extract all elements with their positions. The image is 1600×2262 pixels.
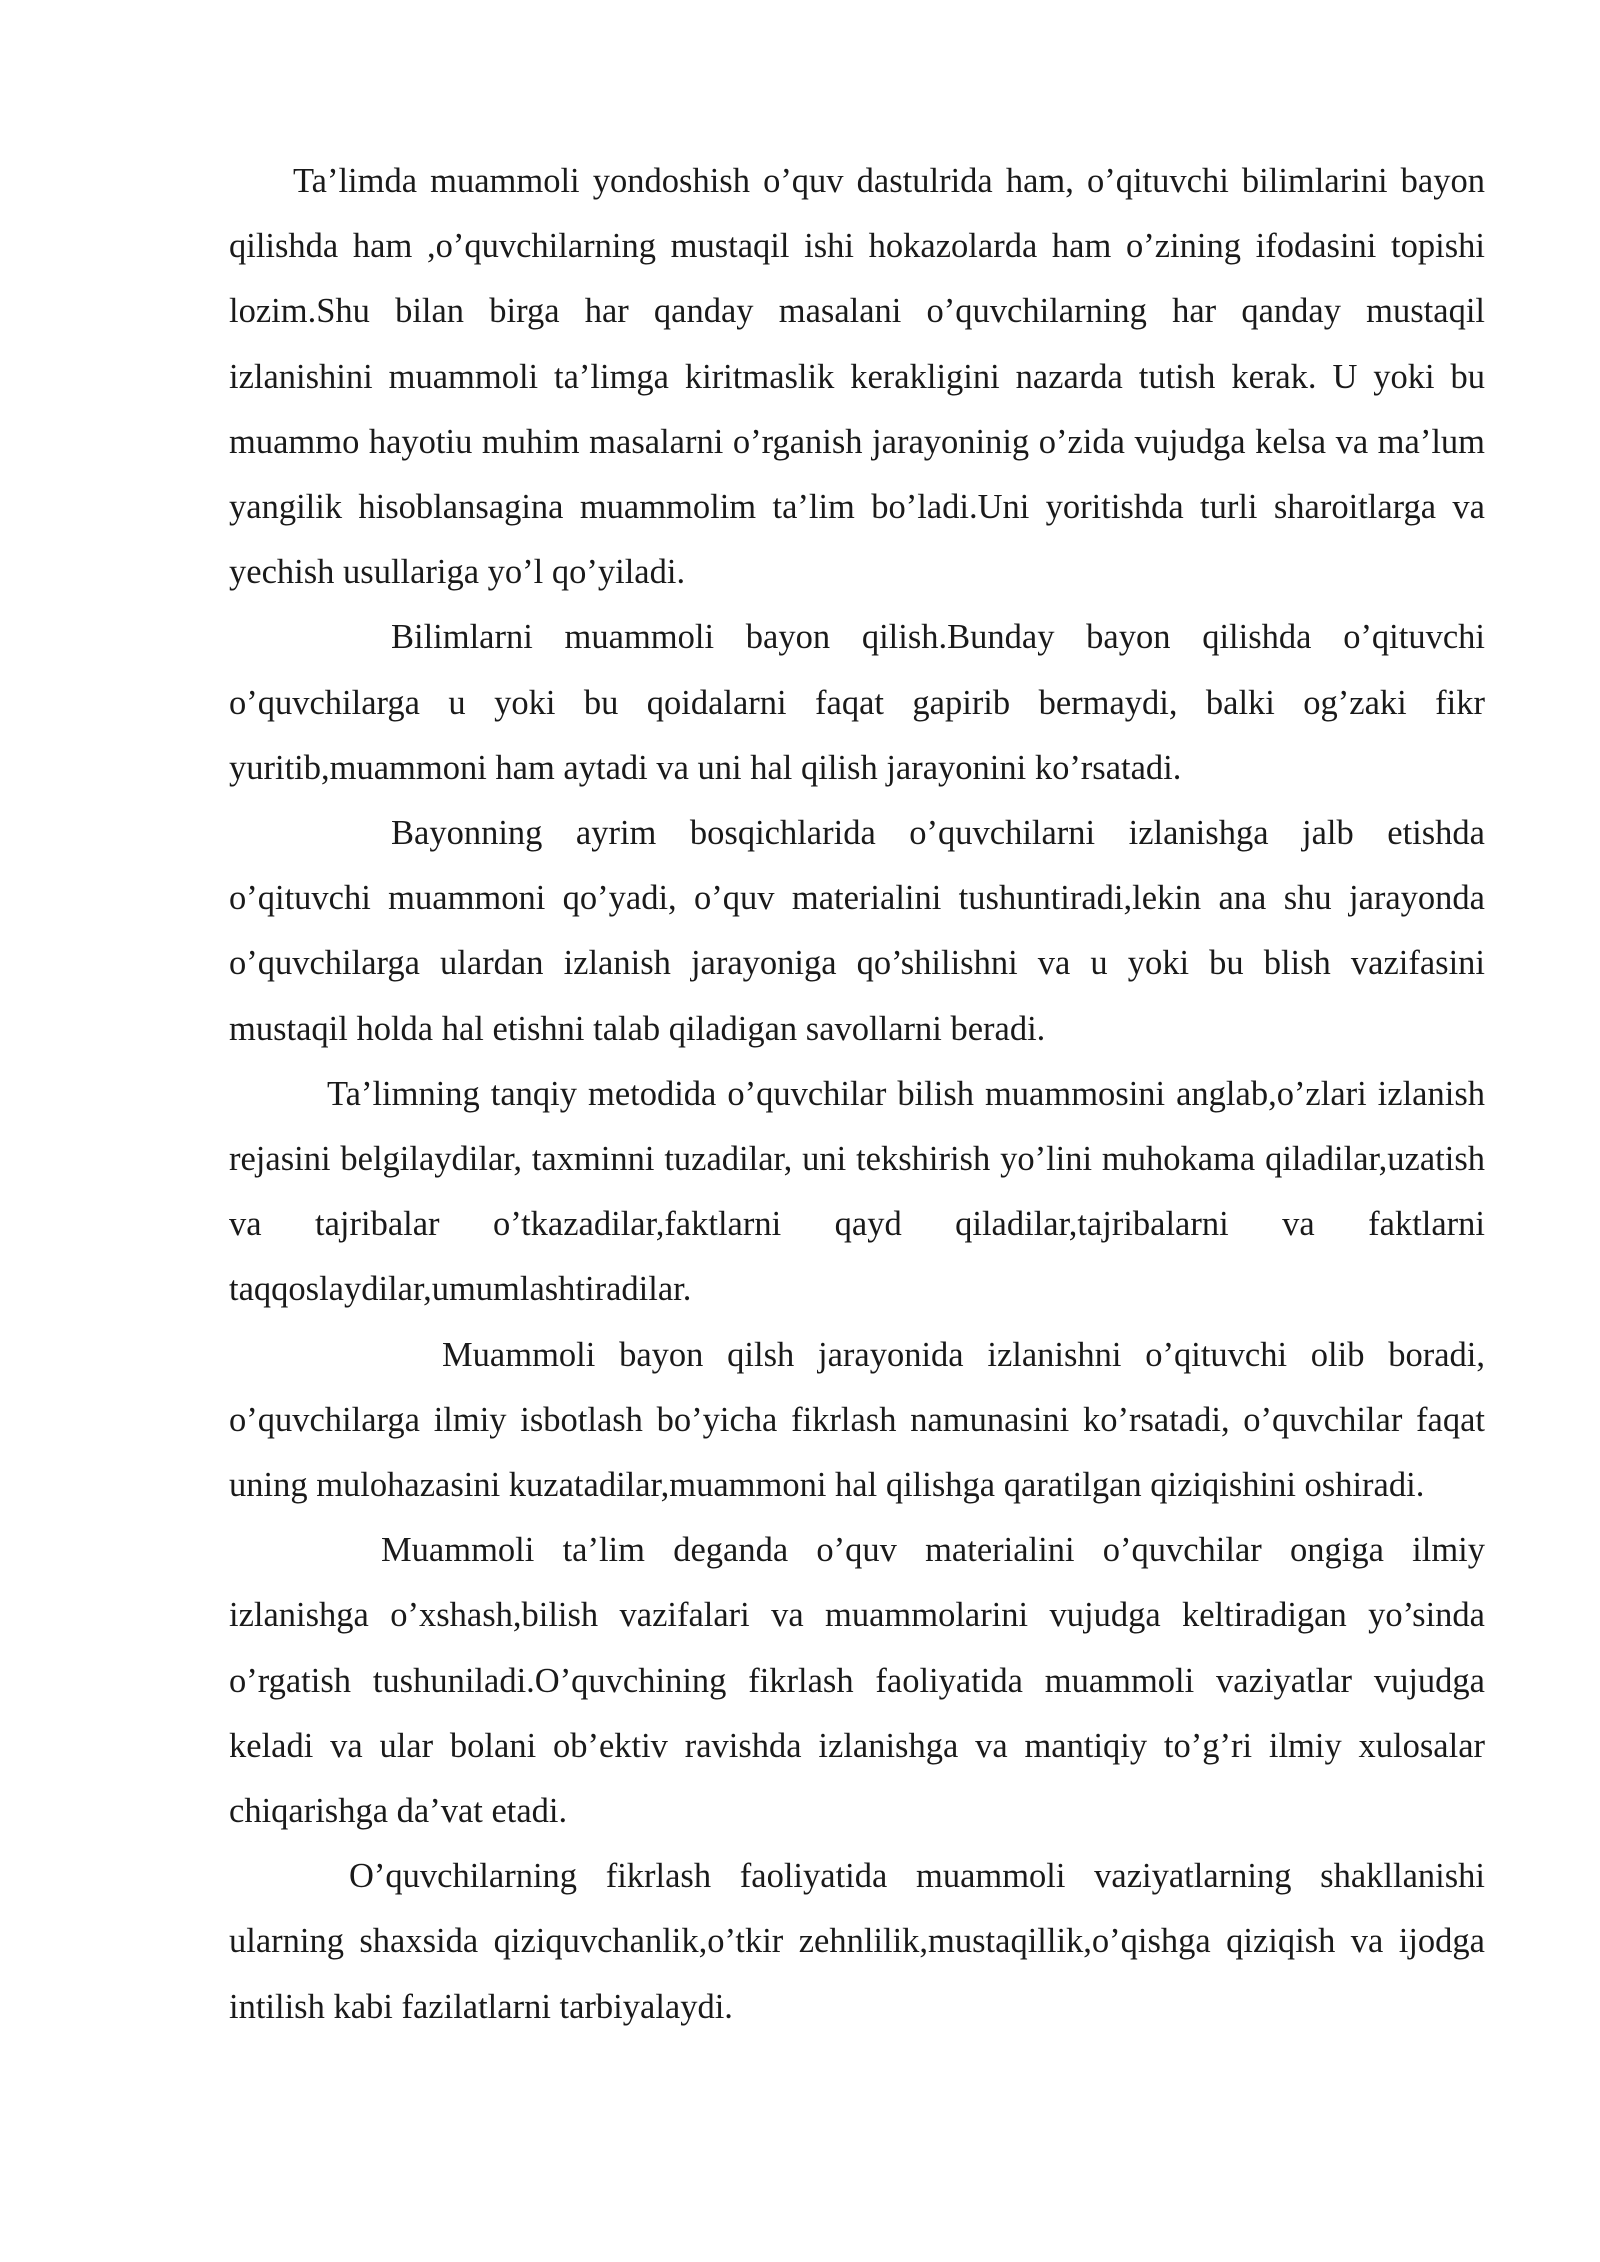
paragraph-7: O’quvchilarning fikrlash faoliyatida muammoli vaziyatlarning shakllanishi ularning shaxsida qiziquvchanlik,o’tkir zehnlilik,mustaqillik,o’qishga qiziqish va ijodga intilish kabi fazilatlarni tarbiyalaydi. bbox=[229, 1857, 1485, 2026]
document-body bbox=[229, 149, 1485, 2040]
paragraph-1: Ta’limda muammoli yondoshish o’quv dastulrida ham, o’qituvchi bilimlarini bayon qilishda ham ,o’quvchilarning mustaqil ishi hokazolarda ham o’zining ifodasini topishi lozim.Shu bilan birga har qanday masalani o’quvchilarning har qanday mustaqil izlanishini muammoli ta’limga kiritmaslik kerakligini nazarda tutish kerak. U yoki bu muammo hayotiu muhim masalarni o’rganish jarayoninig o’zida vujudga kelsa va ma’lum yangilik hisoblansagina muammolim ta’lim bo’ladi.Uni yoritishda turli sharoitlarga va yechish usullariga yo’l qo’yiladi. bbox=[229, 162, 1485, 592]
paragraph-2: Bilimlarni muammoli bayon qilish.Bunday bayon qilishda o’qituvchi o’quvchilarga u yoki bu qoidalarni faqat gapirib bermaydi, balki og’zaki fikr yuritib,muammoni ham aytadi va uni hal qilish jarayonini ko’rsatadi. bbox=[229, 618, 1485, 787]
paragraph-4: Ta’limning tanqiy metodida o’quvchilar bilish muammosini anglab,o’zlari izlanish rejasini belgilaydilar, taxminni tuzadilar, uni tekshirish yo’lini muhokama qiladilar,uzatish va tajribalar o’tkazadilar,faktlarni qayd qiladilar,tajribalarni va faktlarni taqqoslaydilar,umumlashtiradilar. bbox=[229, 1074, 1485, 1309]
paragraph-5: Muammoli bayon qilsh jarayonida izlanishni o’qituvchi olib boradi, o’quvchilarga ilmiy isbotlash bo’yicha fikrlash namunasini ko’rsatadi, o’quvchilar faqat uning mulohazasini kuzatadilar,muammoni hal qilishga qaratilgan qiziqishini oshiradi. bbox=[229, 1335, 1485, 1505]
paragraph-6: Muammoli ta’lim deganda o’quv materialini o’quvchilar ongiga ilmiy izlanishga o’xshash,bilish vazifalari va muammolarini vujudga keltiradigan yo’sinda o’rgatish tushuniladi.O’quvchining fikrlash faoliyatida muammoli vaziyatlar vujudga keladi va ular bolani ob’ektiv ravishda izlanishga va mantiqiy to’g’ri ilmiy xulosalar chiqarishga da’vat etadi. bbox=[229, 1531, 1485, 1831]
paragraph-3: Bayonning ayrim bosqichlarida o’quvchilarni izlanishga jalb etishda o’qituvchi muammoni qo’yadi, o’quv materialini tushuntiradi,lekin ana shu jarayonda o’quvchilarga ulardan izlanish jarayoniga qo’shilishni va u yoki bu blish vazifasini mustaqil holda hal etishni talab qiladigan savollarni beradi. bbox=[229, 814, 1485, 1048]
